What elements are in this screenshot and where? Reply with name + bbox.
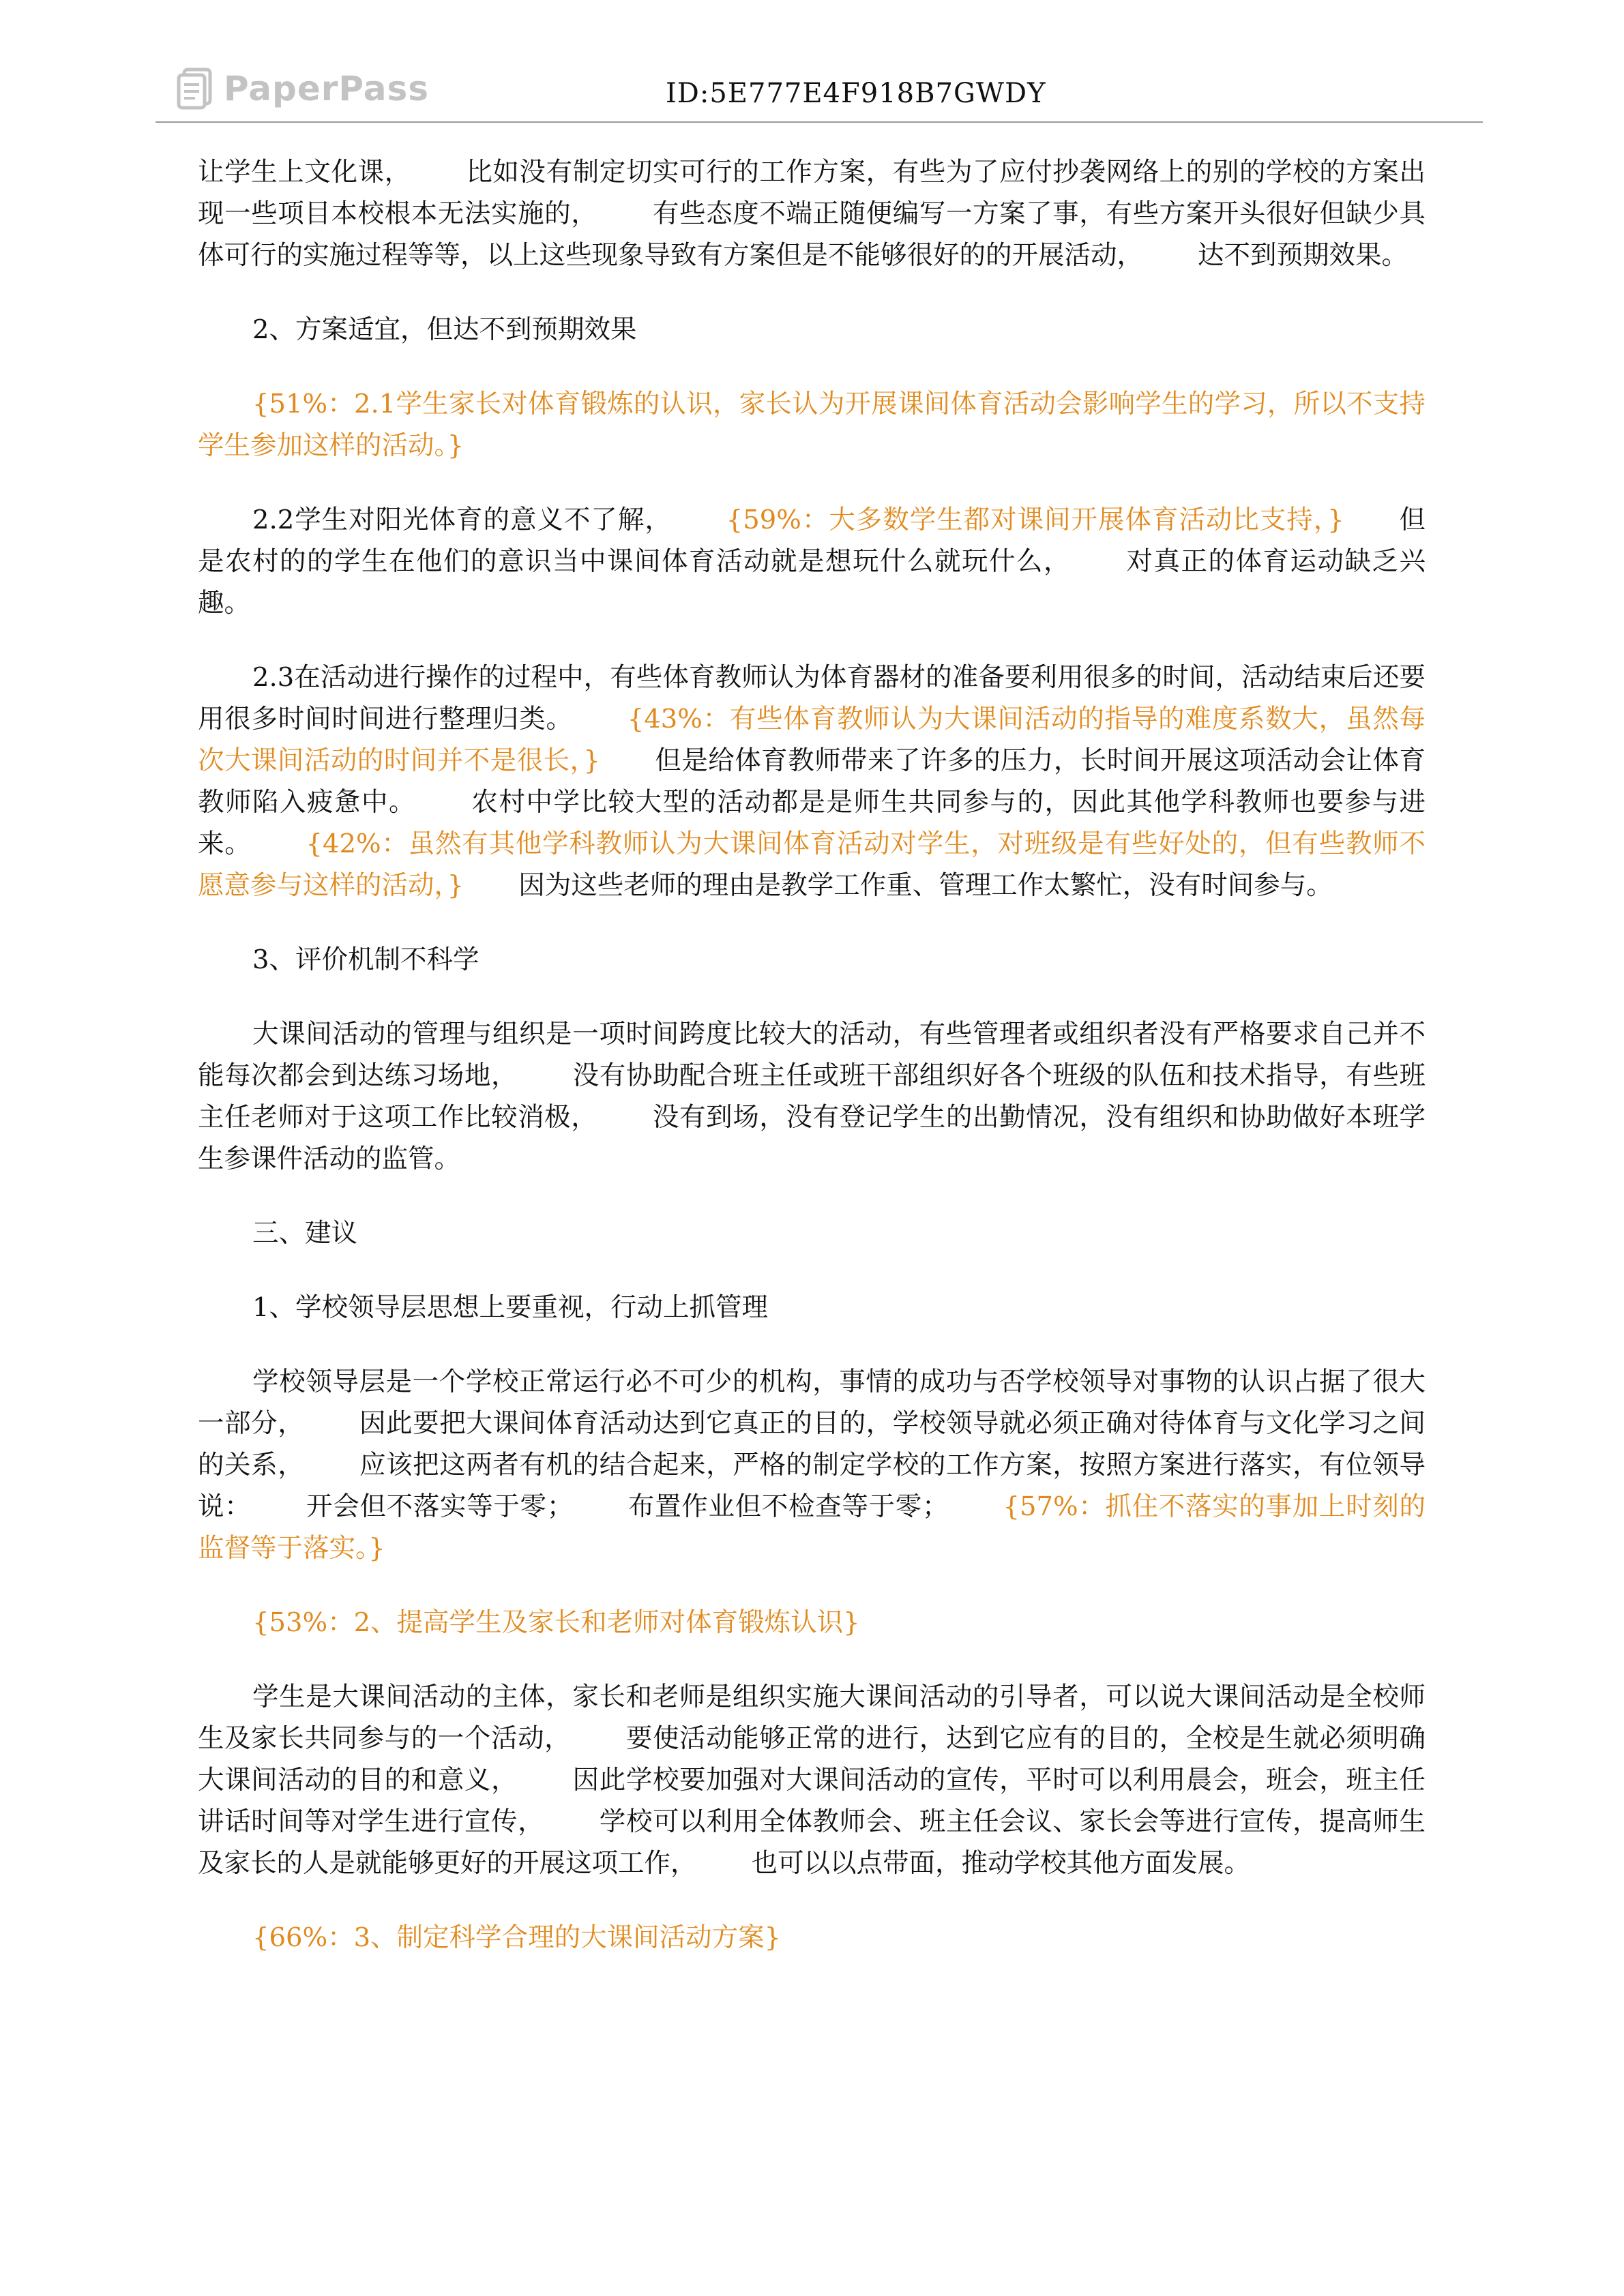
paragraph [198,657,1426,906]
text-segment: 2、方案适宜，但达不到预期效果 [252,314,637,345]
text-segment: 要使活动能够正常的进行，达到它应有的目的，全校是生就必须明确大课间活动的目的和意义， [198,1723,1426,1795]
paragraph [198,151,1426,276]
document-id: ID:5E777E4F918B7GWDY [666,78,1046,109]
logo-text: PaperPass [224,69,429,108]
text-segment: 有些态度不端正随便编写一方案了事，有些方案开头很好但缺少具体可行的实施过程等等，以上这些现象导致有方案但是不能够很好的的开展活动， [198,198,1426,271]
page-header [156,65,1483,123]
text-segment: 也可以以点带面，推动学校其他方面发展。 [751,1848,1251,1879]
text-segment: 没有协助配合班主任或班干部组织好各个班级的队伍和技术指导，有些班主任老师对于这项工作比较消极， [198,1060,1426,1133]
paragraph [198,1013,1426,1180]
paragraph [198,383,1426,466]
similarity-highlight: {53%：2、提高学生及家长和老师对体育锻炼认识} [252,1607,860,1638]
text-segment: 但是给体育教师带来了许多的压力，长时间开展这项活动会让体育教师陷入疲惫中。 [198,745,1426,818]
text-segment: 应该把这两者有机的结合起来，严格的制定学校的工作方案，按照方案进行落实，有位领导说： [198,1450,1426,1522]
text-segment: 农村中学比较大型的活动都是是师生共同参与的，因此其他学科教师也要参与进来。 [198,787,1426,859]
paragraph [198,1361,1426,1569]
text-segment: 因为这些老师的理由是教学工作重、管理工作太繁忙，没有时间参与。 [518,870,1333,901]
paragraph [198,1917,1426,1958]
similarity-highlight: {42%：虽然有其他学科教师认为大课间体育活动对学生，对班级是有些好处的，但有些教师不愿意参与这样的活动，} [198,829,1426,901]
text-segment: 但是农村的的学生在他们的意识当中课间体育活动就是想玩什么就玩什么， [198,505,1426,577]
document-icon [176,67,216,110]
text-segment: 比如没有制定切实可行的工作方案，有些为了应付抄袭网络上的别的学校的方案出现一些项目本校根本无法实施的， [198,157,1426,229]
text-segment: 因此要把大课间体育活动达到它真正的目的，学校领导就必须正确对待体育与文化学习之间的关系， [198,1408,1426,1480]
text-segment: 对真正的体育运动缺乏兴趣。 [198,546,1426,618]
text-segment: 达不到预期效果。 [1198,240,1408,271]
similarity-highlight: {43%：有些体育教师认为大课间活动的指导的难度系数大，虽然每次大课间活动的时间并不是很长，} [198,704,1426,776]
paragraph [198,939,1426,981]
text-segment: 没有到场，没有登记学生的出勤情况，没有组织和协助做好本班学生参课件活动的监管。 [198,1102,1426,1174]
paragraph [198,1602,1426,1643]
text-segment: 2.2学生对阳光体育的意义不了解， [252,505,672,535]
document-body [198,151,1426,1991]
text-segment: 布置作业但不检查等于零； [628,1491,949,1522]
paragraph [198,1287,1426,1328]
similarity-highlight: {59%：大多数学生都对课间开展体育活动比支持，} [726,505,1344,535]
text-segment: 因此学校要加强对大课间活动的宣传，平时可以利用晨会，班会，班主任讲话时间等对学生进行宣传， [198,1765,1426,1837]
text-segment: 2.3在活动进行操作的过程中，有些体育教师认为体育器材的准备要利用很多的时间，活动结束后还要用很多时间时间进行整理归类。 [198,662,1426,734]
text-segment: 学校可以利用全体教师会、班主任会议、家长会等进行宣传，提高师生及家长的人是就能够更好的开展这项工作， [198,1806,1426,1879]
similarity-highlight: {57%：抓住不落实的事加上时刻的监督等于落实。} [198,1491,1426,1564]
text-segment: 学校领导层是一个学校正常运行必不可少的机构，事情的成功与否学校领导对事物的认识占据了很大一部分， [198,1367,1426,1439]
text-segment: 让学生上文化课， [198,157,411,188]
paperpass-logo [176,67,429,110]
similarity-highlight: {66%：3、制定科学合理的大课间活动方案} [252,1922,782,1953]
text-segment: 大课间活动的管理与组织是一项时间跨度比较大的活动，有些管理者或组织者没有严格要求自己并不能每次都会到达练习场地， [198,1019,1426,1091]
paragraph [198,1212,1426,1254]
paragraph [198,309,1426,351]
paragraph [198,1676,1426,1884]
text-segment: 学生是大课间活动的主体，家长和老师是组织实施大课间活动的引导者，可以说大课间活动是全校师生及家长共同参与的一个活动， [198,1682,1426,1754]
text-segment: 开会但不落实等于零； [306,1491,574,1522]
paragraph [198,499,1426,624]
text-segment: 三、建议 [252,1218,358,1249]
similarity-highlight: {51%：2.1学生家长对体育锻炼的认识，家长认为开展课间体育活动会影响学生的学习，所以不支持学生参加这样的活动。} [198,389,1426,461]
text-segment: 1、学校领导层思想上要重视，行动上抓管理 [252,1292,768,1323]
text-segment: 3、评价机制不科学 [252,944,479,975]
